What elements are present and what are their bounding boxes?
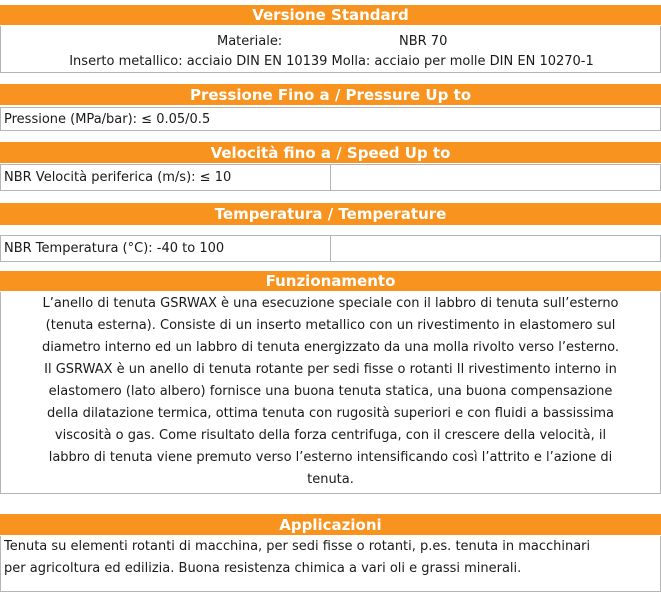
pressure-row — [0, 107, 661, 131]
function-line: labbro di tenuta viene premuto verso l’esterno intensificando così l’attrito e l’azione di — [48, 450, 613, 465]
applications-line: per agricoltura ed edilizia. Buona resistenza chimica a vari oli e grassi minerali. — [4, 561, 522, 576]
section-header-applications: Applicazioni — [0, 513, 661, 536]
insert-spring-line: Inserto metallico: acciaio DIN EN 10139 Molla: acciaio per molle DIN EN 10270-1 — [69, 54, 594, 69]
applications-line: Tenuta su elementi rotanti di macchina, per sedi fisse o rotanti, p.es. tenuta in macchinari — [4, 539, 591, 554]
material-row — [1, 31, 661, 49]
function-line: L’anello di tenuta GSRWAX è una esecuzione speciale con il labbro di tenuta sull’esterno — [42, 296, 619, 311]
section-header-pressure: Pressione Fino a / Pressure Up to — [0, 83, 661, 106]
function-line: (tenuta esterna). Consiste di un inserto metallico con un rivestimento in elastomero sul — [45, 318, 616, 333]
material-value: NBR 70 — [399, 34, 448, 49]
pressure-value: Pressione (MPa/bar): ≤ 0.05/0.5 — [4, 111, 211, 127]
function-text — [0, 292, 661, 494]
function-line: elastomero (lato albero) fornisce una buona tenuta statica, una buona compensazione — [48, 384, 613, 399]
section-header-function: Funzionamento — [0, 270, 661, 292]
function-line: viscosità o gas. Come risultato della forza centrifuga, con il crescere della velocità, il — [54, 428, 607, 443]
temperature-value: NBR Temperatura (°C): -40 to 100 — [4, 241, 225, 256]
applications-text — [0, 536, 661, 592]
section-header-standard: Versione Standard — [0, 4, 661, 26]
speed-row — [0, 164, 661, 191]
speed-extra-cell — [330, 165, 660, 190]
function-line: Il GSRWAX è un anello di tenuta rotante per sedi fisse o rotanti Il rivestimento interno in — [44, 362, 617, 377]
section-header-temperature: Temperatura / Temperature — [0, 202, 661, 226]
function-line: della dilatazione termica, ottima tenuta con rugosità superiori e con fluidi a bassissima — [47, 406, 614, 421]
function-line: diametro interno ed un labbro di tenuta energizzato da una molla rivolto verso l’esterno. — [41, 340, 620, 355]
function-line: tenuta. — [307, 472, 354, 487]
section-header-speed: Velocità fino a / Speed Up to — [0, 141, 661, 164]
temperature-extra-cell — [330, 236, 660, 261]
standard-info-block — [0, 26, 661, 73]
material-label: Materiale: — [217, 34, 283, 49]
temperature-row — [0, 235, 661, 262]
speed-value: NBR Velocità periferica (m/s): ≤ 10 — [4, 170, 232, 185]
